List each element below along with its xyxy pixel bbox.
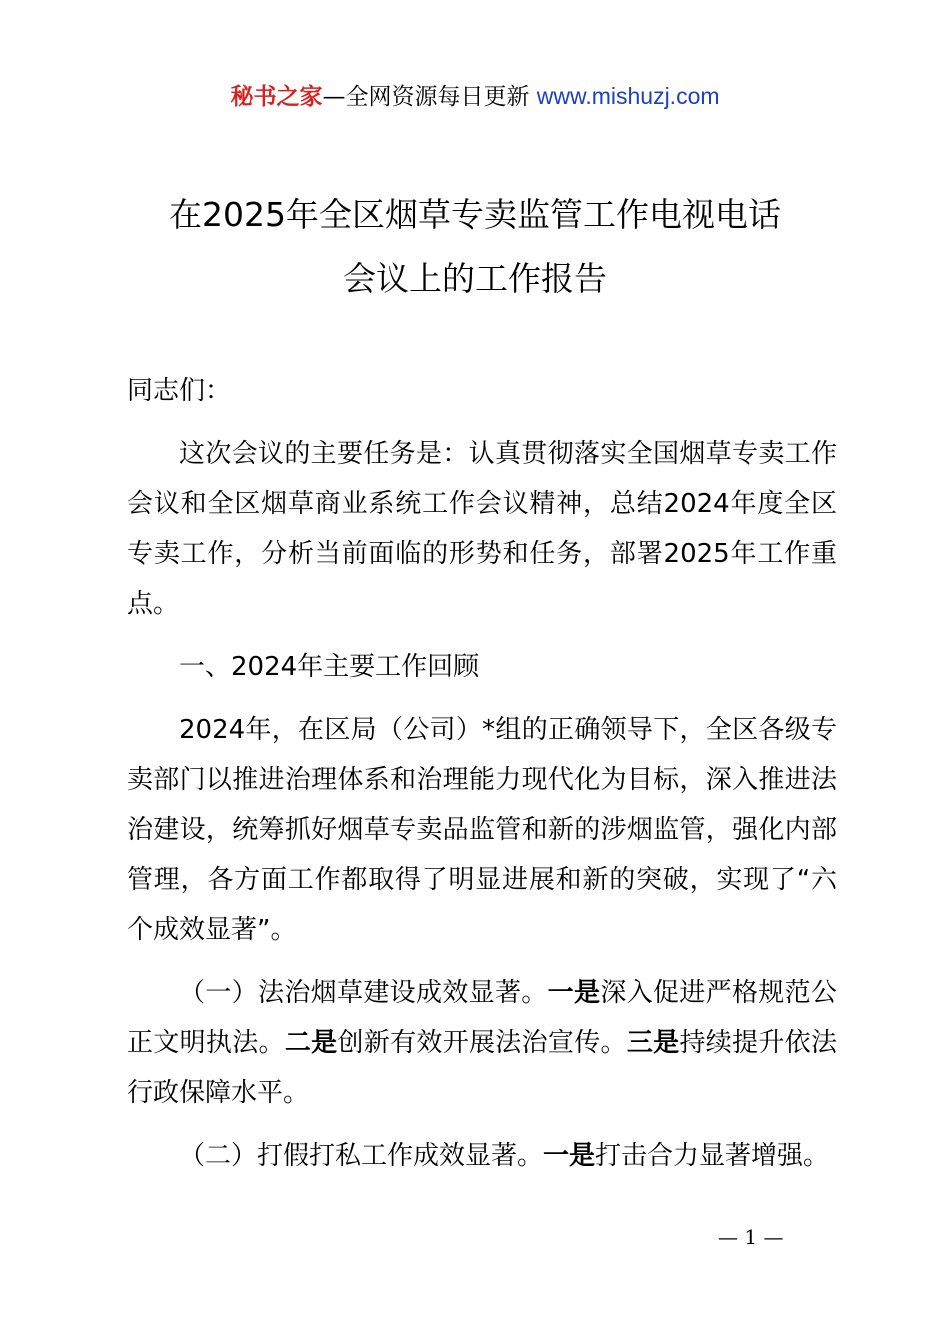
site-header: [0, 80, 950, 113]
item-2-heading: （二）打假打私工作成效显著。: [179, 1141, 544, 1171]
page-number: — 1 —: [718, 1225, 784, 1249]
site-url-link[interactable]: www.mishuzj.com: [536, 83, 720, 109]
item-1-point-2-text: 创新有效开展法治宣传。: [337, 1028, 627, 1058]
title-line-1: 在2025年全区烟草专卖监管工作电视电话: [169, 195, 781, 234]
title-line-2: 会议上的工作报告: [343, 259, 607, 298]
item-1-paragraph: [127, 968, 837, 1118]
item-1-point-3-label: 三是: [626, 1028, 680, 1058]
salutation: 同志们：: [127, 376, 232, 406]
item-1-point-3-text: 持续提升依法行政保障水平。: [127, 1028, 837, 1108]
site-tagline: —全网资源每日更新: [322, 84, 537, 110]
document-body: [127, 366, 837, 1194]
section-1-paragraph: 2024年，在区局（公司）*组的正确领导下，全区各级专卖部门以推进治理体系和治理能力现代化为目标，深入推进法治建设，统筹抓好烟草专卖品监管和新的涉烟监管，强化内部管理，各方面工作都取得了明显进展和新的突破，实现了“六个成效显著”。: [127, 715, 837, 945]
item-1-heading: （一）法治烟草建设成效显著。: [179, 978, 548, 1008]
item-1-point-2-label: 二是: [284, 1028, 338, 1058]
site-brand: 秘书之家: [230, 84, 323, 110]
item-2-point-1-label: 一是: [543, 1141, 596, 1171]
section-heading-1: 一、2024年主要工作回顾: [179, 652, 480, 682]
intro-paragraph: 这次会议的主要任务是：认真贯彻落实全国烟草专卖工作会议和全区烟草商业系统工作会议精神，总结2024年度全区专卖工作，分析当前面临的形势和任务，部署2025年工作重点。: [127, 439, 837, 619]
item-1-point-1-text: 深入促进严格规范公正文明执法。: [127, 978, 837, 1058]
item-2-point-1-text: 打击合力显著增强。: [595, 1141, 830, 1171]
document-title: [110, 183, 840, 311]
item-2-paragraph: [127, 1131, 837, 1181]
item-1-point-1-label: 一是: [547, 978, 601, 1008]
